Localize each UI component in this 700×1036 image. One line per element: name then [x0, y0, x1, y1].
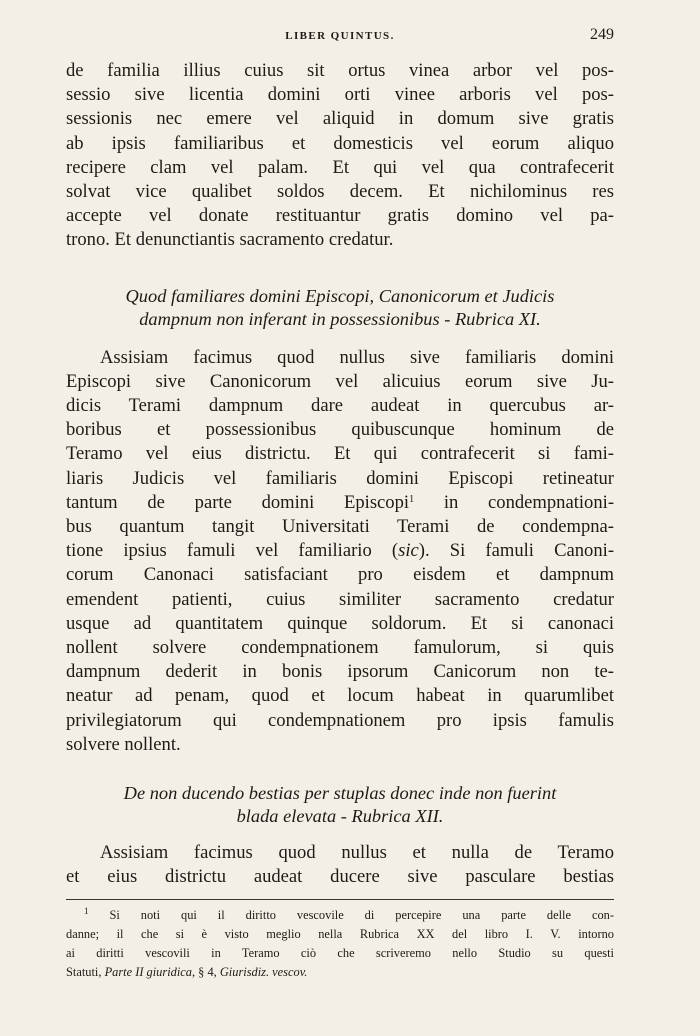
text-line: nollent solvere condempnationem famulorum, si quis	[66, 637, 614, 659]
footnote-line: ai diritti vescovili in Teramo ciò che scriveremo nello Studio su questi	[66, 946, 614, 961]
text-line: privilegiatorum qui condempnationem pro ipsis famulis	[66, 709, 614, 731]
text-line-with-sic	[66, 539, 614, 563]
rubric-line: Quod familiares domini Episcopi, Canonicorum et Judicis	[125, 285, 555, 306]
text-line: et eius districtu audeat ducere sive pasculare bestias	[66, 866, 614, 888]
text-line: Teramo vel eius districtu. Et qui contrafecerit si fami-	[66, 443, 614, 465]
text-line: bus quantum tangit Universitati Terami de condempna-	[66, 516, 614, 538]
text-line: trono. Et denunctiantis sacramento credatur.	[66, 229, 394, 251]
text-line-with-note	[66, 491, 614, 515]
footnote-line: danne; il che si è visto meglio nella Rubrica XX del libro I. V. intorno	[66, 927, 614, 942]
text-line: ab ipsis familiaribus et domesticis vel eorum aliquo	[66, 132, 614, 154]
rubric-xi-heading	[66, 285, 614, 331]
paragraph-continued	[66, 59, 614, 253]
text-line: Episcopi sive Canonicorum vel alicuius eorum sive Ju-	[66, 370, 614, 392]
text-line: corum Canonaci satisfaciant pro eisdem et dampnum	[66, 564, 614, 586]
text-line: dampnum dederit in bonis ipsorum Canicorum non te-	[66, 661, 614, 683]
text-line: neatur ad penam, quod et locum habeat in quarumlibet	[66, 685, 614, 707]
text-fragment: in condempnationi-	[414, 491, 615, 513]
footnote-reference: 1	[409, 493, 415, 505]
text-line: solvat vice qualibet soldos decem. Et nichilominus res	[66, 181, 614, 203]
text-line: liaris Judicis vel familiaris domini Episcopi retineatur	[66, 467, 614, 489]
text-line: Assisiam facimus quod nullus et nulla de Teramo	[100, 842, 614, 864]
text-fragment: tione ipsius famuli vel familiario (	[66, 540, 399, 562]
text-fragment: ). Si famuli Canoni-	[418, 540, 615, 562]
rubric-line: dampnum non inferant in possessionibus - Rubrica XI.	[139, 308, 541, 329]
text-line: emendent patienti, cuius similiter sacramento credatur	[66, 588, 614, 610]
text-line: sessio sive licentia domini orti vinee arboris vel pos-	[66, 84, 614, 106]
text-line: boribus et possessionibus quibuscunque hominum de	[66, 419, 614, 441]
text-line: sessionis nec emere vel aliquid in domum sive gratis	[66, 108, 614, 130]
footnote-line	[66, 963, 614, 982]
rubric-line: blada elevata - Rubrica XII.	[236, 806, 444, 827]
sic-note: sic	[398, 540, 419, 562]
paragraph-rubric-xi	[66, 346, 614, 757]
italic-reference: Parte II giuridica	[104, 965, 192, 980]
paragraph-rubric-xii	[66, 841, 614, 889]
text-line: de familia illius cuius sit ortus vinea arbor vel pos-	[66, 60, 614, 81]
footnote	[66, 906, 614, 982]
text-fragment: , § 4,	[191, 965, 220, 980]
text-fragment: Si noti qui il diritto vescovile di percepire una parte delle con-	[88, 908, 614, 923]
running-head-title: LIBER QUINTUS.	[285, 30, 395, 42]
book-page	[66, 26, 614, 982]
text-line: dicis Terami dampnum dare audeat in quercubus ar-	[66, 395, 614, 417]
footnote-divider	[66, 899, 614, 900]
running-head	[66, 26, 614, 50]
text-line: recipere clam vel palam. Et qui vel qua contrafecerit	[66, 156, 614, 178]
text-line: Assisiam facimus quod nullus sive familiaris domini	[100, 346, 614, 368]
text-line: accepte vel donate restituantur gratis domino vel pa-	[66, 205, 614, 227]
text-fragment: tantum de parte domini Episcopi	[66, 491, 410, 513]
text-line: solvere nollent.	[66, 733, 181, 755]
footnote-mark: 1	[84, 906, 89, 917]
rubric-line: De non ducendo bestias per stuplas donec inde non fuerint	[123, 783, 557, 804]
rubric-xii-heading	[66, 782, 614, 828]
footnote-line	[66, 906, 614, 925]
italic-reference: Giurisdiz. vescov.	[219, 965, 308, 980]
page-number: 249	[590, 26, 614, 43]
text-fragment: Statuti,	[66, 965, 105, 980]
text-line: usque ad quantitatem quinque soldorum. Et si canonaci	[66, 612, 614, 634]
